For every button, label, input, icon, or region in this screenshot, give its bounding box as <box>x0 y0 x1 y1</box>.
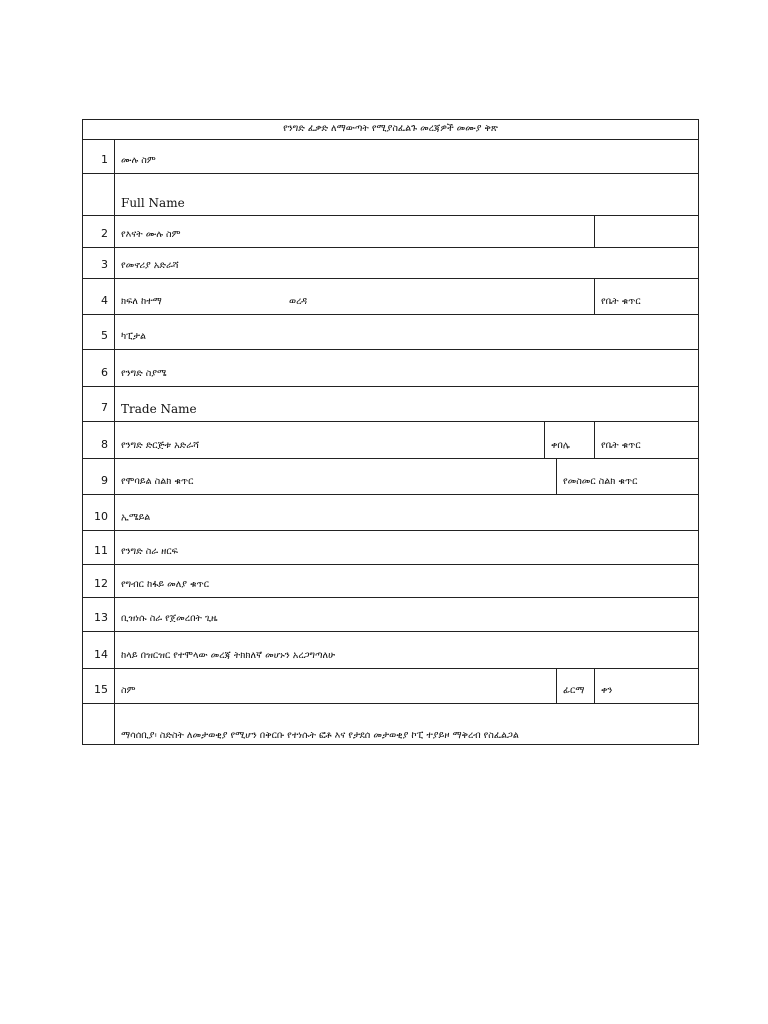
field-label: የእናት ሙሉ ስም <box>121 229 181 240</box>
form-row-15 <box>83 668 698 703</box>
row-number-cell <box>83 422 115 458</box>
field-house-number[interactable] <box>595 279 698 314</box>
field-label: የንግድ ስያሜ <box>121 368 167 379</box>
field-label: ክፍለ ከተማ <box>121 296 162 307</box>
field-business-sector[interactable] <box>115 531 698 564</box>
field-label: ካፒታል <box>121 331 146 342</box>
field-label: Full Name <box>121 196 185 210</box>
row-number-cell <box>83 350 115 386</box>
field-label: የሞባይል ስልክ ቁጥር <box>121 476 194 487</box>
form-title-row <box>83 120 698 139</box>
field-label: ኢሜይል <box>121 512 151 523</box>
row-number: 3 <box>101 258 108 271</box>
field-full-name-en[interactable] <box>115 174 698 215</box>
row-number: 11 <box>94 544 108 557</box>
row-number-cell <box>83 248 115 278</box>
row-number: 2 <box>101 227 108 240</box>
field-label: የቤት ቁጥር <box>601 296 641 307</box>
field-residence-address[interactable] <box>115 248 698 278</box>
row-number: 7 <box>101 401 108 414</box>
field-label: ከላይ በዝርዝር የተሞላው መረጃ ትክክለኛ መሆኑን አረጋግጣለሁ <box>121 650 336 661</box>
business-license-form <box>82 119 699 745</box>
field-trade-name-en[interactable] <box>115 387 698 421</box>
field-label: የቤት ቁጥር <box>601 440 641 451</box>
row-number-cell <box>83 459 115 494</box>
form-row-7 <box>83 386 698 421</box>
row-number: 15 <box>94 683 108 696</box>
field-label: የግብር ከፋይ መለያ ቁጥር <box>121 579 209 590</box>
field-label: የንግድ ድርጅቱ አድራሻ <box>121 440 199 451</box>
field-mother-name-extra[interactable] <box>595 216 698 247</box>
field-label: ፊርማ <box>563 685 585 696</box>
form-row-4 <box>83 278 698 314</box>
row-number: 4 <box>101 294 108 307</box>
row-number: 14 <box>94 648 108 661</box>
row-number: 10 <box>94 510 108 523</box>
row-number-cell <box>83 279 115 314</box>
form-row-note <box>83 703 698 744</box>
form-row-8 <box>83 421 698 458</box>
row-number-cell <box>83 140 115 173</box>
form-row-13 <box>83 597 698 631</box>
form-row-10 <box>83 494 698 530</box>
row-number-cell <box>83 216 115 247</box>
field-landline-phone[interactable] <box>557 459 698 494</box>
row-number: 8 <box>101 438 108 451</box>
field-label: ቢዝነሱ ስራ የጀመረበት ጊዜ <box>121 613 218 624</box>
note-cell <box>115 704 698 744</box>
row-number: 6 <box>101 366 108 379</box>
field-label: የመስመር ስልክ ቁጥር <box>563 476 638 487</box>
form-row-14 <box>83 631 698 668</box>
form-row-5 <box>83 314 698 349</box>
row-number-cell <box>83 315 115 349</box>
field-subcity[interactable] <box>115 279 283 314</box>
field-mother-name[interactable] <box>115 216 593 247</box>
row-number: 1 <box>101 153 108 166</box>
row-number: 13 <box>94 611 108 624</box>
row-number-cell <box>83 174 115 215</box>
field-label: ስም <box>121 685 136 696</box>
field-label: Trade Name <box>121 402 197 416</box>
field-label: የመኖሪያ አድራሻ <box>121 260 179 271</box>
row-number-cell <box>83 704 115 744</box>
field-email[interactable] <box>115 495 698 530</box>
form-row-full-name-en <box>83 173 698 215</box>
field-kebele[interactable] <box>545 422 594 458</box>
field-start-date[interactable] <box>115 598 698 631</box>
row-number-cell <box>83 632 115 668</box>
field-label: ሙሉ ስም <box>121 155 156 166</box>
field-signature[interactable] <box>557 669 594 703</box>
form-row-11 <box>83 530 698 564</box>
form-row-6 <box>83 349 698 386</box>
form-title: የንግድ ፈቃድ ለማውጣት የሚያስፈልጉ መረጃዎች መሙያ ቅጽ <box>283 123 498 134</box>
row-number-cell <box>83 531 115 564</box>
form-row-12 <box>83 564 698 597</box>
row-number-cell <box>83 387 115 421</box>
field-full-name-am[interactable] <box>115 140 698 173</box>
field-label: ቀበሌ <box>551 440 570 451</box>
row-number-cell <box>83 669 115 703</box>
row-number: 12 <box>94 577 108 590</box>
field-label: ወረዳ <box>289 296 308 307</box>
field-signer-name[interactable] <box>115 669 555 703</box>
form-row-1 <box>83 139 698 173</box>
field-woreda[interactable] <box>283 279 593 314</box>
note-text: ማሳሰቢያ፡ ስድስት ለመታወቂያ የሚሆን በቅርቡ የተነሱት ፎቶ እና የታደሰ መታወቂያ ኮፒ ተያይዞ ማቅረብ የስፈልጋል <box>121 730 519 741</box>
field-trade-name-am[interactable] <box>115 350 698 386</box>
field-business-house-number[interactable] <box>595 422 698 458</box>
row-number-cell <box>83 598 115 631</box>
field-label: የንግድ ስራ ዘርፍ <box>121 546 178 557</box>
form-row-2 <box>83 215 698 247</box>
row-number: 5 <box>101 329 108 342</box>
row-number-cell <box>83 495 115 530</box>
form-row-3 <box>83 247 698 278</box>
field-tin[interactable] <box>115 565 698 597</box>
field-capital[interactable] <box>115 315 698 349</box>
row-number-cell <box>83 565 115 597</box>
form-row-9 <box>83 458 698 494</box>
field-label: ቀን <box>601 685 613 696</box>
field-declaration <box>115 632 698 668</box>
field-mobile-phone[interactable] <box>115 459 555 494</box>
row-number: 9 <box>101 474 108 487</box>
field-business-address[interactable] <box>115 422 543 458</box>
field-date[interactable] <box>595 669 698 703</box>
